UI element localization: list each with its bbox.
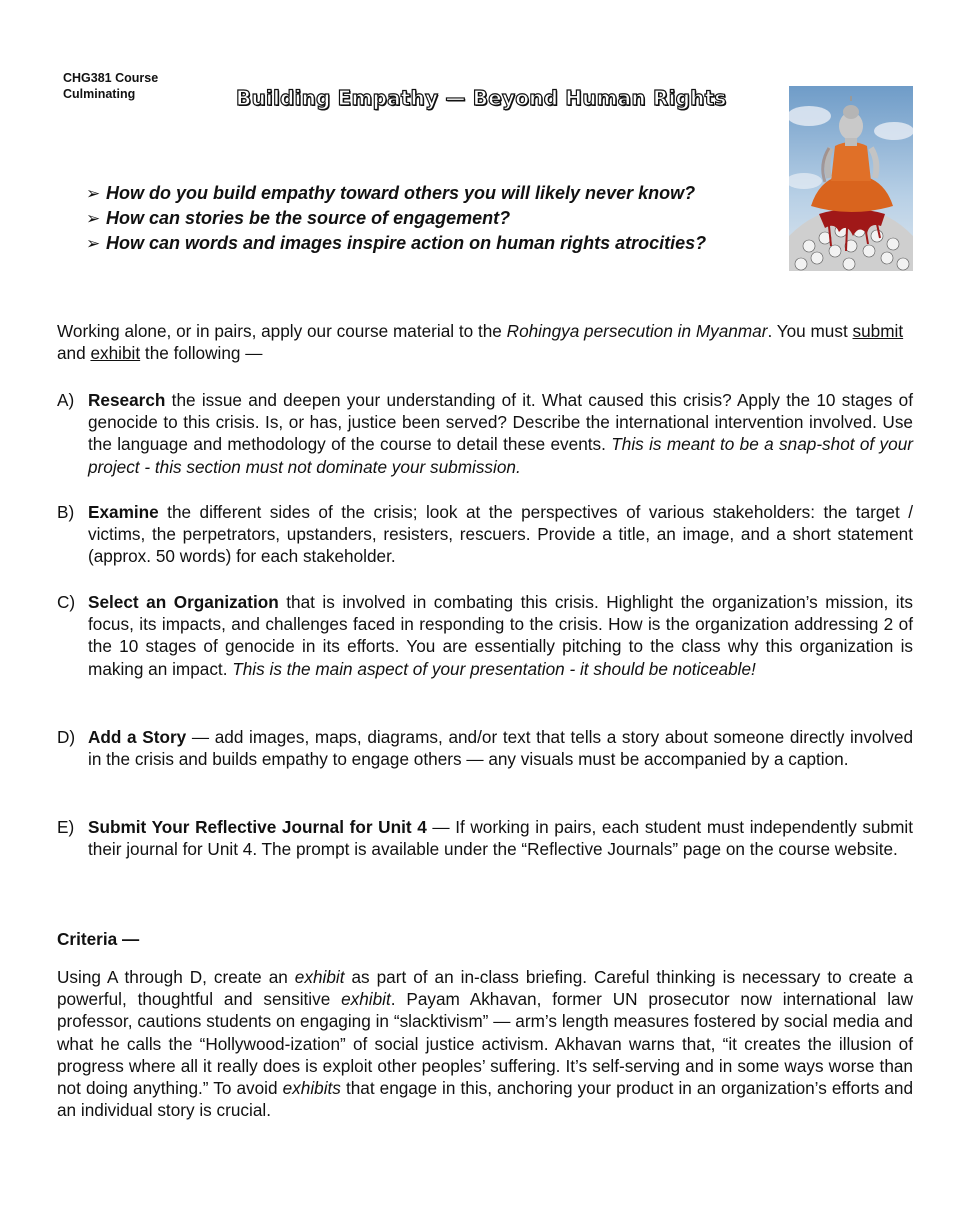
- course-code-line1: CHG381 Course: [63, 71, 159, 85]
- intro-submit: submit: [852, 321, 904, 341]
- question-item: [86, 181, 706, 206]
- item-note: This is meant to be a snap-shot of your project - this section must not dominate your submission.: [88, 434, 913, 477]
- item-note: This is the main aspect of your presentation - it should be noticeable!: [232, 658, 756, 679]
- question-item: [86, 206, 706, 231]
- guiding-questions: [86, 181, 706, 256]
- item-heading: Select an Organization: [88, 592, 279, 612]
- intro-text: and: [57, 343, 91, 364]
- item-letter: C): [57, 592, 76, 612]
- item-heading: Submit Your Reflective Journal for Unit 4: [88, 817, 427, 837]
- requirement-item-e: [57, 816, 913, 860]
- buddha-artwork-image: [789, 86, 913, 271]
- item-content: [88, 591, 913, 680]
- item-content: [88, 501, 913, 568]
- course-code: [63, 70, 193, 102]
- criteria-text: Using A through D, create an: [57, 967, 295, 987]
- intro-text: Working alone, or in pairs, apply our course material to the: [57, 321, 507, 341]
- intro-topic: Rohingya persecution in Myanmar: [506, 321, 768, 341]
- item-content: [88, 816, 913, 860]
- question-item: [86, 231, 706, 256]
- arrow-bullet-icon: ➢: [86, 234, 101, 253]
- item-text: that is involved in combating this crisis. Highlight the organization’s mission, its focus, its impacts, and challenges faced in responding to the crisis. How is the organization addressing 2 of the 10 stages of genocide in its efforts. You are essentially pitching to the class why this organization is making an impact.: [88, 592, 913, 679]
- requirement-item-a: [57, 389, 913, 478]
- arrow-bullet-icon: ➢: [86, 209, 101, 228]
- criteria-heading: Criteria —: [57, 929, 140, 949]
- item-letter: D): [57, 727, 76, 747]
- course-code-line2: Culminating: [63, 87, 136, 101]
- arrow-bullet-icon: ➢: [86, 184, 101, 203]
- item-letter: E): [57, 817, 75, 837]
- item-heading: Research: [88, 390, 166, 410]
- intro-paragraph: [57, 320, 913, 364]
- item-letter: A): [57, 390, 75, 410]
- criteria-exhibit: exhibit: [294, 967, 345, 987]
- requirement-item-b: [57, 501, 913, 568]
- question-text: How can words and images inspire action on human rights atrocities?: [106, 233, 707, 253]
- item-letter: B): [57, 502, 75, 522]
- intro-exhibit: exhibit: [90, 343, 141, 364]
- item-content: [88, 726, 913, 770]
- requirement-item-d: [57, 726, 913, 770]
- requirement-item-c: [57, 591, 913, 680]
- question-text: How can stories be the source of engagement?: [106, 208, 511, 228]
- intro-text: the following —: [140, 343, 263, 364]
- item-text: — If working in pairs, each student must independently submit their journal for Unit 4. The prompt is available under the “Reflective Journals” page on the course website.: [88, 817, 913, 860]
- item-heading: Examine: [88, 502, 159, 522]
- question-text: How do you build empathy toward others you will likely never know?: [106, 183, 696, 203]
- item-heading: Add a Story: [88, 727, 187, 747]
- item-text: — add images, maps, diagrams, and/or text that tells a story about someone directly involved in the crisis and builds empathy to engage others — any visuals must be accompanied by a caption.: [88, 727, 914, 770]
- criteria-text: as part of an in-class briefing. Careful thinking is necessary to create a powerful, thoughtful and sensitive: [57, 967, 913, 1010]
- page-title: Building Empathy — Beyond Human Rights: [236, 86, 727, 110]
- criteria-text: . Payam Akhavan, former UN prosecutor now international law professor, cautions students on engaging in “slacktivism” — arm’s length measures fostered by social media and what he calls the “Hollywood-ization” of social justice activism. Akhavan warns that, “it creates the illusion of progress where all it really does is exploit other peoples’ suffering. It’s self-serving and in some ways worse than not doing anything.” To avoid: [57, 989, 913, 1099]
- criteria-exhibit: exhibit: [341, 989, 391, 1010]
- item-text: the issue and deepen your understanding of it. What caused this crisis? Apply the 10 stages of genocide to this crisis. Is, or has, justice been served? Describe the international intervention involved. Use the language and methodology of the course to detail these events.: [88, 390, 913, 455]
- item-text: the different sides of the crisis; look at the perspectives of various stakeholders: the target / victims, the perpetrators, upstanders, resisters, rescuers. Provide a title, an image, and a short statement (approx. 50 words) for each stakeholder.: [88, 502, 913, 567]
- criteria-paragraph: [57, 966, 913, 1121]
- item-content: [88, 389, 913, 478]
- criteria-exhibits: exhibits: [282, 1078, 341, 1099]
- criteria-text: that engage in this, anchoring your product in an organization’s efforts and an individual story is crucial.: [57, 1078, 914, 1121]
- intro-text: . You must: [767, 321, 853, 341]
